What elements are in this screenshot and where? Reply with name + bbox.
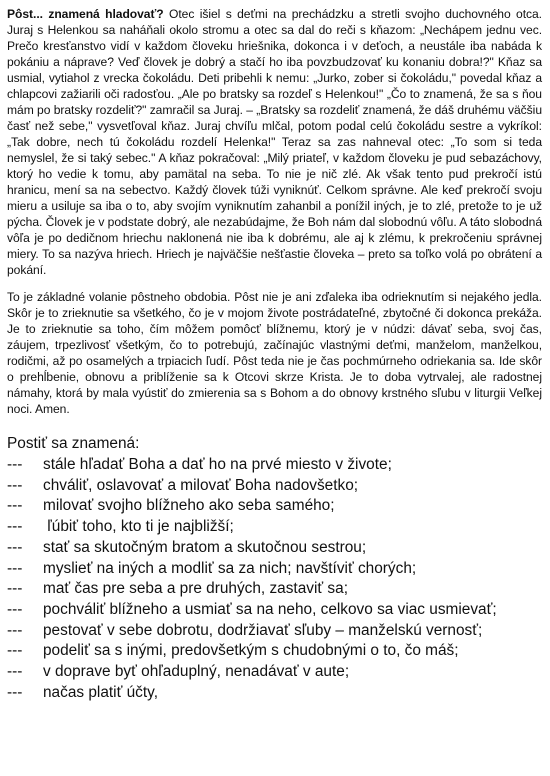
list-item-text: ľúbiť toho, kto ti je najbližší; [43, 518, 234, 536]
list-item-text: milovať svojho blížneho ako seba samého; [43, 497, 335, 515]
intro-heading: Pôst... znamená hladovať? [7, 7, 164, 21]
list-item [7, 559, 542, 580]
intro-paragraph [7, 6, 542, 278]
list-item [7, 476, 542, 497]
fasting-list [7, 455, 542, 703]
list-dash: --- [7, 642, 23, 660]
list-item-text: pochváliť blížneho a usmiať sa na neho, celkovo sa viac usmievať; [43, 600, 497, 618]
list-item-text: podeliť sa s inými, predovšetkým s chudobnými o to, čo máš; [43, 642, 459, 660]
list-dash: --- [7, 518, 23, 536]
list-item-text: stať sa skutočným bratom a skutočnou sestrou; [43, 538, 367, 556]
list-item [7, 496, 542, 517]
list-item [7, 662, 542, 683]
list-item [7, 683, 542, 704]
list-dash: --- [7, 580, 23, 598]
list-dash: --- [7, 683, 23, 701]
list-item [7, 579, 542, 600]
list-item-text: mať čas pre seba a pre druhých, zastaviť sa; [43, 580, 348, 598]
list-dash: --- [7, 538, 23, 556]
list-item [7, 538, 542, 559]
list-dash: --- [7, 600, 23, 618]
intro-text: Otec išiel s deťmi na prechádzku a stretli svojho duchovného otca. Juraj s Helenkou sa naháňali okolo stromu a otec sa dal do reči s kňazom: „Nechápem jednu vec. Prečo kresťanstvo vidí v každom človeku hriešnika, dokonca i v deťoch, a neustále iba nabáda k pokániu a náprave? Veď človek je dobrý a stačí ho iba povzbudzovať ku konaniu dobra!?" Kňaz sa usmial, vytiahol z vrecka čokoládu. Deti pribehli k nemu: „Jurko, zober si čokoládu," povedal kňaz a chlapcovi zažiarili oči radosťou. „Ale po bratsky sa rozdeľ s Helenkou!" „Čo to znamená, že sa s ňou mám po bratsky rozdeliť?" zamračil sa Juraj. – „Bratsky sa rozdeliť znamená, že dáš druhému väčšiu časť než sebe," vysvetľoval kňaz. Juraj chvíľu mlčal, potom podal celú čokoládu sestre a vykríkol: „Tak dobre, nech tú čokoládu rozdelí Helenka!" Teraz sa zas nahneval otec: „To som si teda nemyslel, že si taký sebec." A kňaz pokračoval: „Milý priateľ, v každom človeku je pud sebazáchovy, ktorý ho vedie k tomu, aby pamätal na seba. To nie je nič zlé. Ak však tento pud prekročí istú hranicu, mení sa na sebectvo. Každý človek túži vyniknúť. Celkom správne. Ale keď prekročí svoju mieru a usiluje sa iba o to, aby svojím vyniknutím zahanbil a ponížil iných, je to zlé, pretože to je už pýcha. Človek je v podstate dobrý, ale nezabúdajme, že Boh nám dal slobodnú vôľu. A táto slobodná vôľa je po dedičnom hriechu naklonená nie iba k dobrému, ale aj k zlému, k prekročeniu správnej miery. To sa nazýva hriech. Hriech je najväčšie nešťastie človeka – preto sa toľko volá po obrátení a pokání. [7, 7, 542, 277]
list-dash: --- [7, 559, 23, 577]
list-item [7, 517, 542, 538]
list-dash: --- [7, 621, 23, 639]
list-dash: --- [7, 497, 23, 515]
list-item [7, 621, 542, 642]
list-dash: --- [7, 663, 23, 681]
list-dash: --- [7, 476, 23, 494]
list-item-text: načas platiť účty, [43, 683, 158, 701]
list-title: Postiť sa znamená: [7, 435, 140, 452]
list-item-text: myslieť na iných a modliť sa za nich; navštíviť chorých; [43, 559, 417, 577]
list-item-text: v doprave byť ohľaduplný, nenadávať v aute; [43, 663, 350, 681]
list-item [7, 641, 542, 662]
list-item-text: pestovať v sebe dobrotu, dodržiavať sľuby – manželskú vernosť; [43, 621, 483, 639]
second-paragraph: To je základné volanie pôstneho obdobia. Pôst nie je ani zďaleka iba odrieknutím si nejakého jedla. Skôr je to zrieknutie sa všetkého, čo je v mojom živote postrádateľné, zbytočné či dokonca prekáža. Je to zrieknutie sa toho, čím môžem pomôcť blížnemu, ktorý je v núdzi: dávať seba, svoj čas, záujem, trpezlivosť všetkým, čo to potrebujú, začínajúc vlastnými deťmi, manželom, manželkou, rodičmi, až po osamelých a trpiacich ľudí. Pôst teda nie je čas pochmúrneho odriekania sa. Ide skôr o prehĺbenie, obnovu a priblíženie sa k Otcovi skrze Krista. Je to doba vytrvalej, ale radostnej námahy, ktorá by mala vyústiť do zmierenia sa s Bohom a do obnovy krstného sľubu v liturgii Veľkej noci. Amen. [7, 290, 542, 416]
list-dash: --- [7, 456, 23, 473]
list-item [7, 600, 542, 621]
list-item-text: chváliť, oslavovať a milovať Boha nadovšetko; [43, 476, 359, 494]
list-item [7, 455, 542, 476]
list-item-text: stále hľadať Boha a dať ho na prvé miesto v živote; [43, 456, 392, 473]
